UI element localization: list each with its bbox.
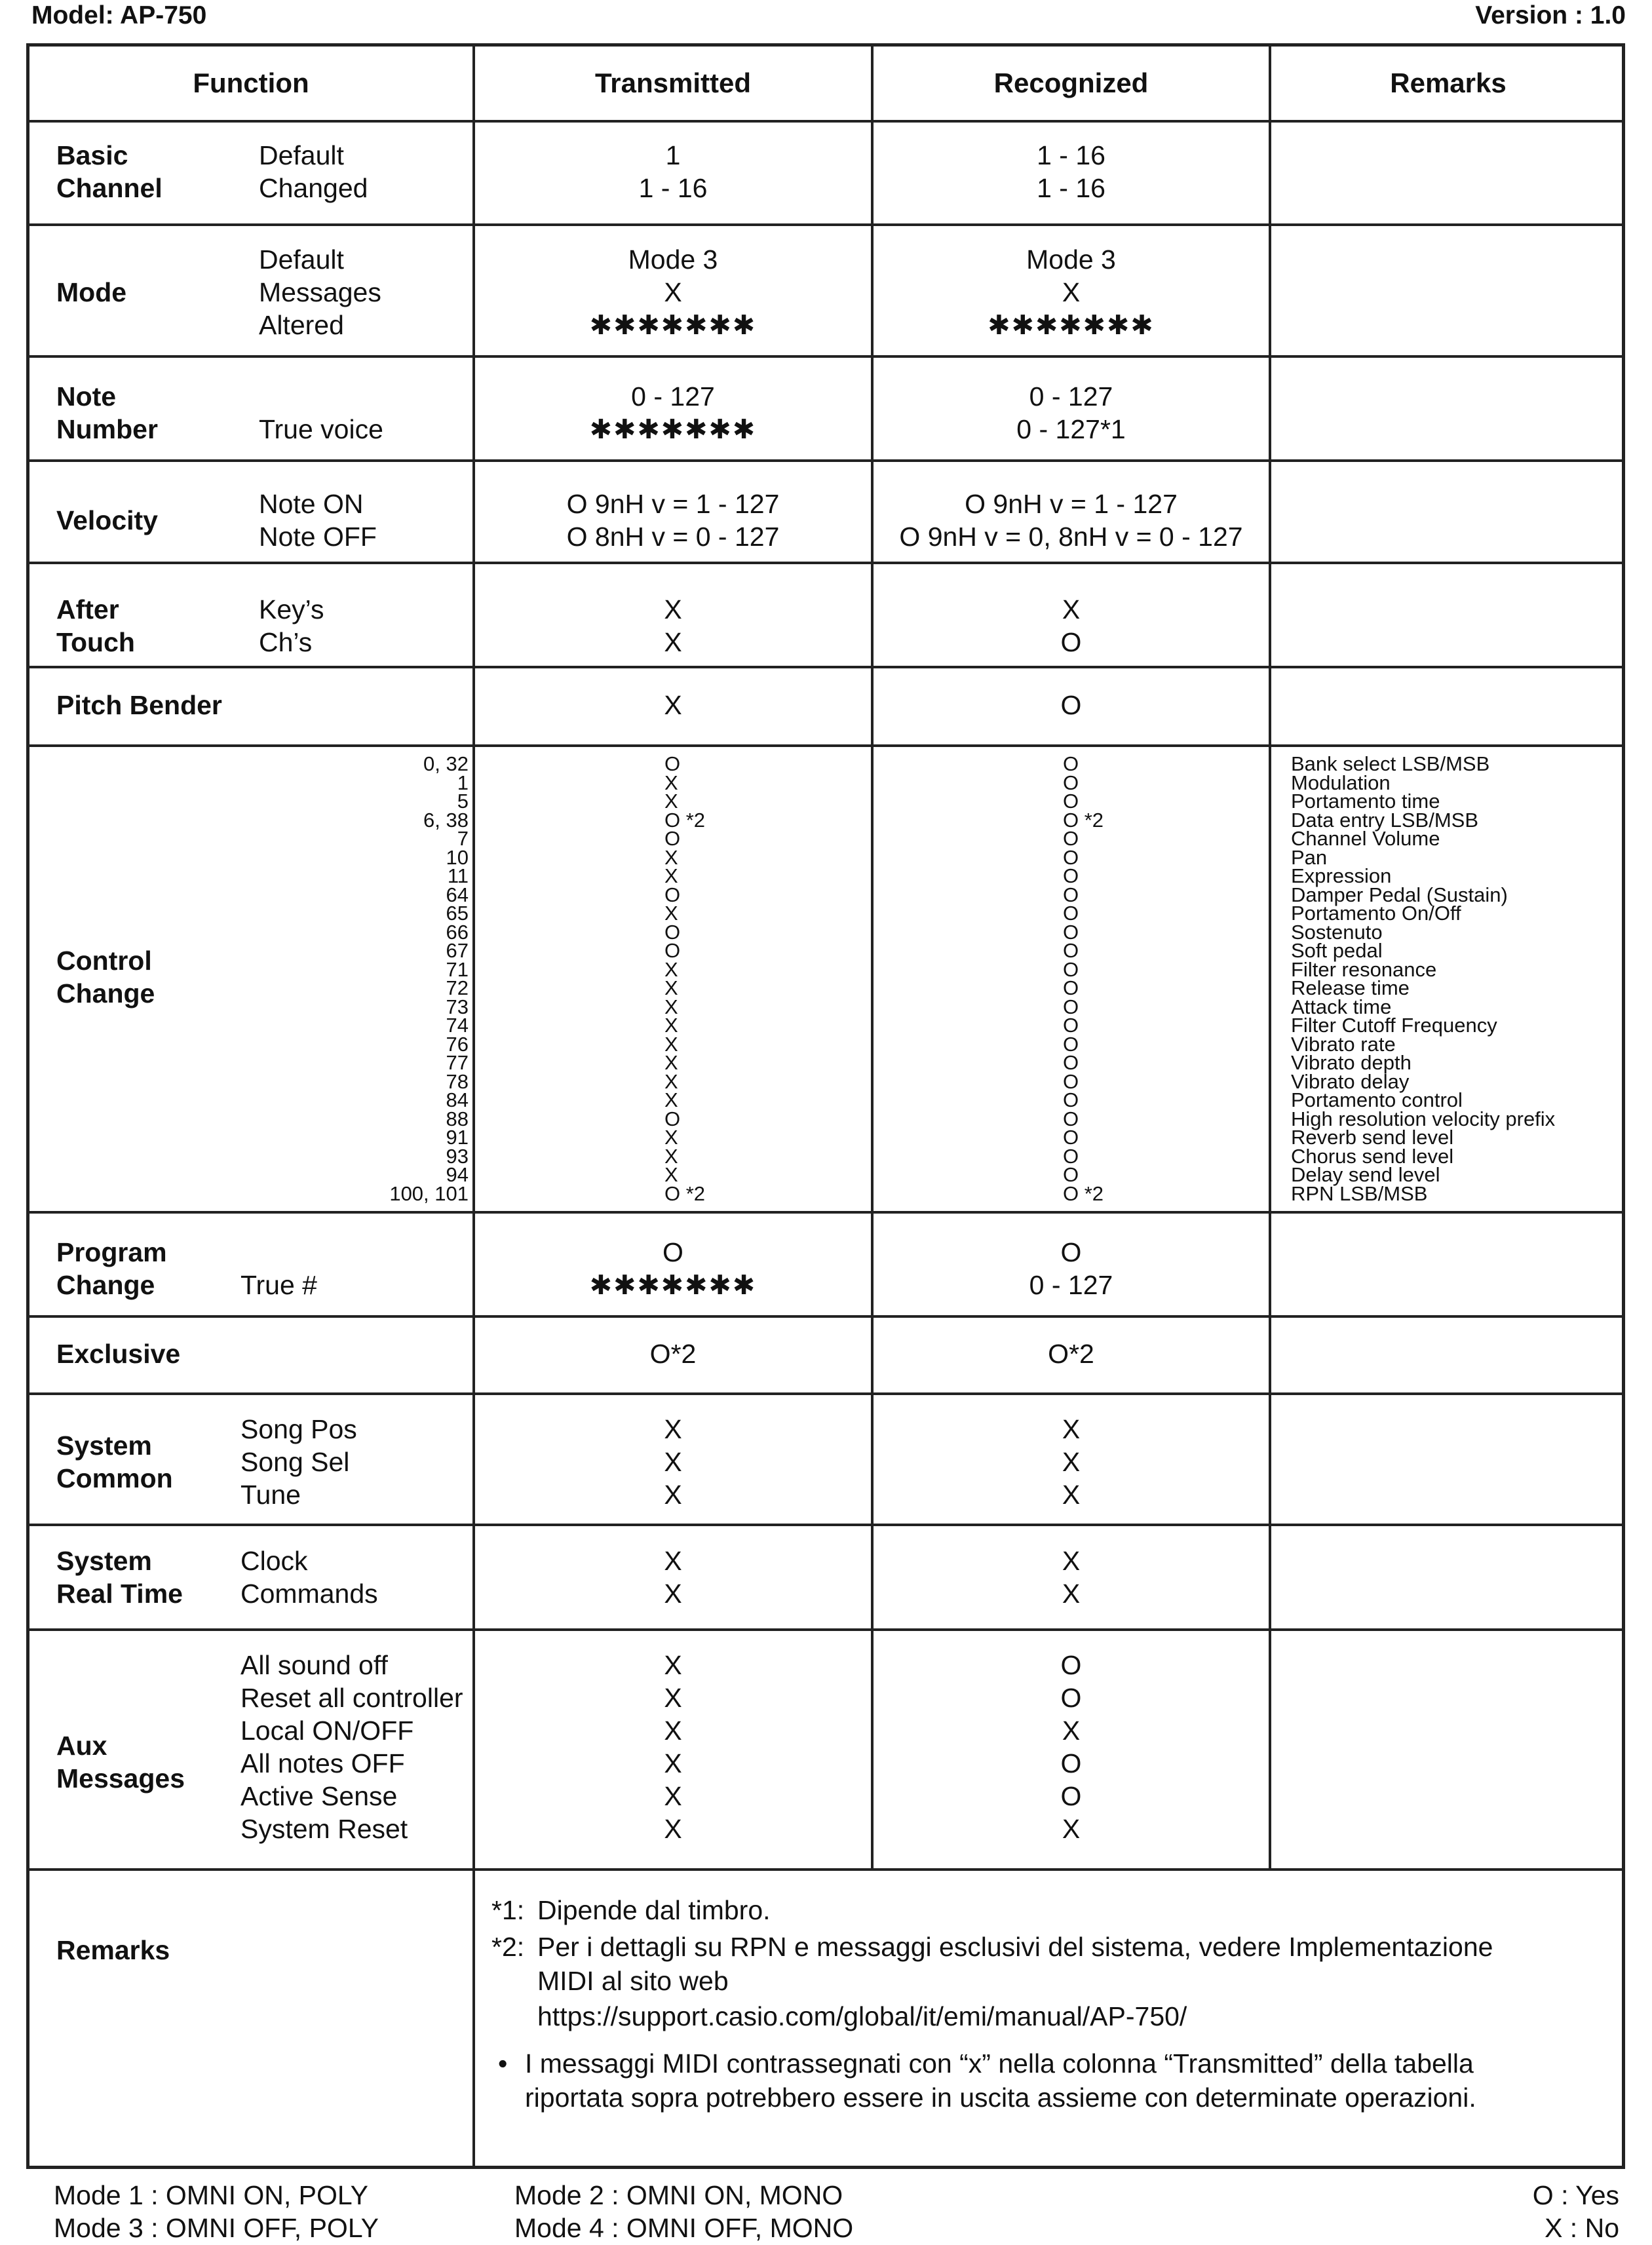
cc-remark: Damper Pedal (Sustain) bbox=[1291, 883, 1508, 906]
divider bbox=[29, 1524, 1622, 1526]
cc-transmitted: O bbox=[664, 920, 681, 944]
cc-number: 0, 32 bbox=[423, 752, 469, 775]
cc-transmitted: X bbox=[664, 1051, 678, 1074]
cc-transmitted: X bbox=[664, 1144, 678, 1168]
aux-messages-sub: All notes OFF bbox=[240, 1748, 405, 1778]
system-common-rx: X bbox=[1062, 1447, 1081, 1477]
mode-tx: Mode 3 bbox=[628, 244, 718, 275]
note-number-label: Number bbox=[56, 414, 158, 444]
aux-messages-sub: All sound off bbox=[240, 1650, 388, 1680]
aux-messages-rx: O bbox=[1060, 1781, 1082, 1811]
divider bbox=[29, 120, 1622, 123]
cc-transmitted: X bbox=[664, 995, 678, 1018]
footnote-marker: *2: bbox=[491, 1932, 525, 1962]
aux-messages-rx: X bbox=[1062, 1814, 1081, 1844]
cc-recognized: O bbox=[1063, 976, 1079, 999]
aux-messages-rx: O bbox=[1060, 1683, 1082, 1713]
mode-sub: Messages bbox=[259, 277, 381, 307]
cc-transmitted: X bbox=[664, 1088, 678, 1111]
remarks-label: Remarks bbox=[56, 1935, 170, 1965]
after-touch-sub: Ch’s bbox=[259, 627, 313, 657]
after-touch-tx: X bbox=[664, 594, 682, 624]
mode-label: Mode bbox=[56, 277, 127, 307]
mode-tx: ✱✱✱✱✱✱✱ bbox=[589, 310, 757, 340]
cc-remark: Filter resonance bbox=[1291, 957, 1437, 981]
cc-recognized: O bbox=[1063, 1051, 1079, 1074]
system-common-sub: Tune bbox=[240, 1480, 301, 1510]
no-legend: X : No bbox=[1545, 2213, 1619, 2243]
cc-recognized: O bbox=[1063, 1107, 1079, 1130]
cc-recognized: O bbox=[1063, 1163, 1079, 1186]
pitch-bender-tx: X bbox=[664, 690, 682, 720]
cc-transmitted: X bbox=[664, 1163, 678, 1186]
after-touch-label: After bbox=[56, 594, 119, 624]
cc-recognized: O bbox=[1063, 771, 1079, 794]
cc-recognized: O bbox=[1063, 939, 1079, 962]
yes-legend: O : Yes bbox=[1532, 2180, 1619, 2210]
column-header-recognized: Recognized bbox=[993, 67, 1149, 98]
aux-messages-tx: X bbox=[664, 1716, 682, 1746]
aux-messages-sub: Local ON/OFF bbox=[240, 1716, 414, 1746]
cc-number: 5 bbox=[457, 790, 469, 813]
remark-text: I messaggi MIDI contrassegnati con “x” nella colonna “Transmitted” della tabella bbox=[525, 2048, 1474, 2079]
pitch-bender-rx: O bbox=[1060, 690, 1082, 720]
aux-messages-label: Aux bbox=[56, 1731, 107, 1761]
system-common-label: Common bbox=[56, 1463, 173, 1493]
divider bbox=[29, 1868, 1622, 1871]
exclusive-rx: O*2 bbox=[1048, 1339, 1094, 1369]
footnote-text: Dipende dal timbro. bbox=[537, 1895, 771, 1925]
cc-number: 74 bbox=[446, 1014, 469, 1037]
divider bbox=[29, 355, 1622, 358]
cc-recognized: O bbox=[1063, 1069, 1079, 1093]
cc-recognized: O bbox=[1063, 790, 1079, 813]
velocity-tx: O 9nH v = 1 - 127 bbox=[566, 489, 780, 519]
cc-transmitted: X bbox=[664, 902, 678, 925]
cc-remark: Filter Cutoff Frequency bbox=[1291, 1014, 1497, 1037]
note-number-tx: 0 - 127 bbox=[631, 381, 715, 412]
exclusive-tx: O*2 bbox=[649, 1339, 697, 1369]
aux-messages-tx: X bbox=[664, 1650, 682, 1680]
system-real-time-rx: X bbox=[1062, 1546, 1081, 1576]
divider bbox=[29, 666, 1622, 668]
cc-number: 78 bbox=[446, 1069, 469, 1093]
cc-remark: Data entry LSB/MSB bbox=[1291, 808, 1479, 832]
system-common-tx: X bbox=[664, 1447, 682, 1477]
basic-channel-sub: Default bbox=[259, 140, 344, 170]
aux-messages-rx: O bbox=[1060, 1650, 1082, 1680]
model-label: Model: AP-750 bbox=[31, 1, 207, 29]
exclusive-label: Exclusive bbox=[56, 1339, 181, 1369]
divider bbox=[29, 1211, 1622, 1214]
mode-1-legend: Mode 1 : OMNI ON, POLY bbox=[54, 2180, 368, 2210]
system-common-label: System bbox=[56, 1430, 152, 1461]
cc-transmitted: O bbox=[664, 1107, 681, 1130]
system-real-time-tx: X bbox=[664, 1546, 682, 1576]
velocity-sub: Note OFF bbox=[259, 522, 377, 552]
system-common-sub: Song Pos bbox=[240, 1414, 357, 1444]
cc-transmitted: X bbox=[664, 864, 678, 887]
cc-transmitted: X bbox=[664, 1069, 678, 1093]
cc-number: 67 bbox=[446, 939, 469, 962]
cc-remark: Chorus send level bbox=[1291, 1144, 1454, 1168]
mode-sub: Default bbox=[259, 244, 344, 275]
note-number-rx: 0 - 127*1 bbox=[1016, 414, 1126, 444]
cc-number: 100, 101 bbox=[389, 1181, 469, 1205]
cc-recognized: O bbox=[1063, 995, 1079, 1018]
cc-number: 6, 38 bbox=[423, 808, 469, 832]
cc-number: 77 bbox=[446, 1051, 469, 1074]
cc-recognized: O bbox=[1063, 827, 1079, 850]
program-change-tx: ✱✱✱✱✱✱✱ bbox=[589, 1270, 757, 1300]
cc-number: 93 bbox=[446, 1144, 469, 1168]
aux-messages-rx: O bbox=[1060, 1748, 1082, 1778]
system-common-rx: X bbox=[1062, 1414, 1081, 1444]
system-common-sub: Song Sel bbox=[240, 1447, 350, 1477]
divider bbox=[29, 459, 1622, 462]
cc-recognized: O bbox=[1063, 1032, 1079, 1056]
cc-transmitted: O bbox=[664, 752, 681, 775]
support-url: https://support.casio.com/global/it/emi/manual/AP-750/ bbox=[537, 2001, 1187, 2031]
cc-number: 64 bbox=[446, 883, 469, 906]
basic-channel-rx: 1 - 16 bbox=[1037, 173, 1105, 203]
aux-messages-rx: X bbox=[1062, 1716, 1081, 1746]
cc-remark: Delay send level bbox=[1291, 1163, 1440, 1186]
cc-remark: Vibrato depth bbox=[1291, 1051, 1412, 1074]
cc-recognized: O bbox=[1063, 752, 1079, 775]
mode-2-legend: Mode 2 : OMNI ON, MONO bbox=[514, 2180, 843, 2210]
cc-remark: Portamento control bbox=[1291, 1088, 1463, 1111]
velocity-rx: O 9nH v = 0, 8nH v = 0 - 127 bbox=[899, 522, 1243, 552]
divider bbox=[29, 223, 1622, 226]
aux-messages-sub: Reset all controller bbox=[240, 1683, 463, 1713]
cc-transmitted: X bbox=[664, 845, 678, 869]
divider bbox=[29, 1392, 1622, 1395]
cc-remark: Pan bbox=[1291, 845, 1328, 869]
column-header-transmitted: Transmitted bbox=[594, 67, 752, 98]
cc-remark: Vibrato delay bbox=[1291, 1069, 1410, 1093]
cc-recognized: O bbox=[1063, 957, 1079, 981]
system-real-time-rx: X bbox=[1062, 1579, 1081, 1609]
cc-remark: High resolution velocity prefix bbox=[1291, 1107, 1556, 1130]
cc-transmitted: O *2 bbox=[664, 808, 706, 832]
system-real-time-tx: X bbox=[664, 1579, 682, 1609]
column-header-function: Function bbox=[193, 67, 309, 98]
note-number-rx: 0 - 127 bbox=[1029, 381, 1113, 412]
cc-number: 66 bbox=[446, 920, 469, 944]
cc-number: 76 bbox=[446, 1032, 469, 1056]
cc-remark: Portamento On/Off bbox=[1291, 902, 1461, 925]
system-common-tx: X bbox=[664, 1480, 682, 1510]
aux-messages-tx: X bbox=[664, 1748, 682, 1778]
note-number-sub: True voice bbox=[259, 414, 383, 444]
cc-remark: Reverb send level bbox=[1291, 1126, 1454, 1149]
program-change-rx: 0 - 127 bbox=[1029, 1270, 1113, 1300]
program-change-label: Change bbox=[56, 1270, 155, 1300]
aux-messages-sub: Active Sense bbox=[240, 1781, 398, 1811]
system-real-time-label: System bbox=[56, 1546, 152, 1576]
divider bbox=[1269, 47, 1271, 1868]
footnote-text: MIDI al sito web bbox=[537, 1966, 729, 1996]
cc-number: 71 bbox=[446, 957, 469, 981]
cc-remark: RPN LSB/MSB bbox=[1291, 1181, 1428, 1205]
cc-transmitted: X bbox=[664, 976, 678, 999]
cc-recognized: O bbox=[1063, 1144, 1079, 1168]
version-label: Version : 1.0 bbox=[1475, 1, 1626, 29]
cc-transmitted: O bbox=[664, 939, 681, 962]
system-common-tx: X bbox=[664, 1414, 682, 1444]
program-change-sub: True # bbox=[240, 1270, 317, 1300]
cc-recognized: O *2 bbox=[1063, 1181, 1104, 1205]
cc-remark: Attack time bbox=[1291, 995, 1392, 1018]
cc-remark: Expression bbox=[1291, 864, 1392, 887]
cc-number: 94 bbox=[446, 1163, 469, 1186]
note-number-tx: ✱✱✱✱✱✱✱ bbox=[589, 414, 757, 444]
aux-messages-label: Messages bbox=[56, 1763, 185, 1794]
cc-number: 88 bbox=[446, 1107, 469, 1130]
after-touch-sub: Key’s bbox=[259, 594, 324, 624]
mode-sub: Altered bbox=[259, 310, 344, 340]
cc-recognized: O bbox=[1063, 845, 1079, 869]
cc-remark: Channel Volume bbox=[1291, 827, 1440, 850]
cc-number: 11 bbox=[447, 864, 469, 887]
cc-remark: Bank select LSB/MSB bbox=[1291, 752, 1490, 775]
program-change-tx: O bbox=[663, 1237, 683, 1267]
column-header-remarks: Remarks bbox=[1390, 67, 1507, 98]
cc-transmitted: O *2 bbox=[664, 1181, 706, 1205]
mode-4-legend: Mode 4 : OMNI OFF, MONO bbox=[514, 2213, 854, 2243]
velocity-label: Velocity bbox=[56, 505, 158, 535]
cc-transmitted: X bbox=[664, 1014, 678, 1037]
remark-text: riportata sopra potrebbero essere in uscita assieme con determinate operazioni. bbox=[525, 2082, 1476, 2113]
cc-number: 65 bbox=[446, 902, 469, 925]
velocity-sub: Note ON bbox=[259, 489, 364, 519]
cc-transmitted: X bbox=[664, 771, 678, 794]
cc-number: 84 bbox=[446, 1088, 469, 1111]
mode-rx: ✱✱✱✱✱✱✱ bbox=[988, 310, 1155, 340]
velocity-rx: O 9nH v = 1 - 127 bbox=[965, 489, 1178, 519]
aux-messages-tx: X bbox=[664, 1781, 682, 1811]
note-number-label: Note bbox=[56, 381, 117, 412]
cc-remark: Sostenuto bbox=[1291, 920, 1383, 944]
cc-remark: Portamento time bbox=[1291, 790, 1440, 813]
after-touch-tx: X bbox=[664, 627, 682, 657]
cc-recognized: O bbox=[1063, 920, 1079, 944]
system-real-time-sub: Clock bbox=[240, 1546, 308, 1576]
bullet: • bbox=[498, 2048, 508, 2079]
cc-remark: Release time bbox=[1291, 976, 1410, 999]
after-touch-rx: X bbox=[1062, 594, 1081, 624]
cc-recognized: O bbox=[1063, 883, 1079, 906]
cc-transmitted: X bbox=[664, 1126, 678, 1149]
cc-transmitted: X bbox=[664, 1032, 678, 1056]
cc-number: 10 bbox=[446, 845, 469, 869]
cc-recognized: O bbox=[1063, 1088, 1079, 1111]
cc-remark: Modulation bbox=[1291, 771, 1391, 794]
system-common-rx: X bbox=[1062, 1480, 1081, 1510]
velocity-tx: O 8nH v = 0 - 127 bbox=[566, 522, 780, 552]
after-touch-rx: O bbox=[1060, 627, 1082, 657]
basic-channel-label: Channel bbox=[56, 173, 163, 203]
after-touch-label: Touch bbox=[56, 627, 135, 657]
basic-channel-sub: Changed bbox=[259, 173, 368, 203]
midi-implementation-chart bbox=[26, 43, 1625, 2169]
cc-recognized: O bbox=[1063, 1126, 1079, 1149]
mode-tx: X bbox=[664, 277, 682, 307]
divider bbox=[472, 47, 475, 2169]
divider bbox=[29, 744, 1622, 747]
footnote-marker: *1: bbox=[491, 1895, 525, 1925]
cc-number: 73 bbox=[446, 995, 469, 1018]
footnote-text: Per i dettagli su RPN e messaggi esclusivi del sistema, vedere Implementazione bbox=[537, 1932, 1493, 1962]
divider bbox=[29, 1315, 1622, 1318]
system-real-time-sub: Commands bbox=[240, 1579, 378, 1609]
mode-3-legend: Mode 3 : OMNI OFF, POLY bbox=[54, 2213, 379, 2243]
basic-channel-tx: 1 - 16 bbox=[638, 173, 708, 203]
cc-remark: Vibrato rate bbox=[1291, 1032, 1396, 1056]
cc-transmitted: O bbox=[664, 827, 681, 850]
cc-recognized: O bbox=[1063, 902, 1079, 925]
control-change-label: Control bbox=[56, 946, 152, 976]
program-change-rx: O bbox=[1060, 1237, 1082, 1267]
control-change-label: Change bbox=[56, 978, 155, 1008]
basic-channel-label: Basic bbox=[56, 140, 128, 170]
divider bbox=[29, 562, 1622, 564]
basic-channel-tx: 1 bbox=[665, 140, 681, 170]
cc-transmitted: O bbox=[664, 883, 681, 906]
cc-remark: Soft pedal bbox=[1291, 939, 1383, 962]
aux-messages-sub: System Reset bbox=[240, 1814, 408, 1844]
aux-messages-tx: X bbox=[664, 1814, 682, 1844]
pitch-bender-label: Pitch Bender bbox=[56, 690, 222, 720]
program-change-label: Program bbox=[56, 1237, 167, 1267]
cc-recognized: O bbox=[1063, 864, 1079, 887]
basic-channel-rx: 1 - 16 bbox=[1037, 140, 1105, 170]
mode-rx: X bbox=[1062, 277, 1081, 307]
aux-messages-tx: X bbox=[664, 1683, 682, 1713]
divider bbox=[29, 1628, 1622, 1631]
cc-transmitted: X bbox=[664, 957, 678, 981]
cc-recognized: O bbox=[1063, 1014, 1079, 1037]
cc-number: 1 bbox=[457, 771, 469, 794]
cc-number: 7 bbox=[457, 827, 469, 850]
cc-recognized: O *2 bbox=[1063, 808, 1104, 832]
system-real-time-label: Real Time bbox=[56, 1579, 183, 1609]
cc-number: 72 bbox=[446, 976, 469, 999]
cc-transmitted: X bbox=[664, 790, 678, 813]
mode-rx: Mode 3 bbox=[1026, 244, 1116, 275]
cc-number: 91 bbox=[446, 1126, 469, 1149]
